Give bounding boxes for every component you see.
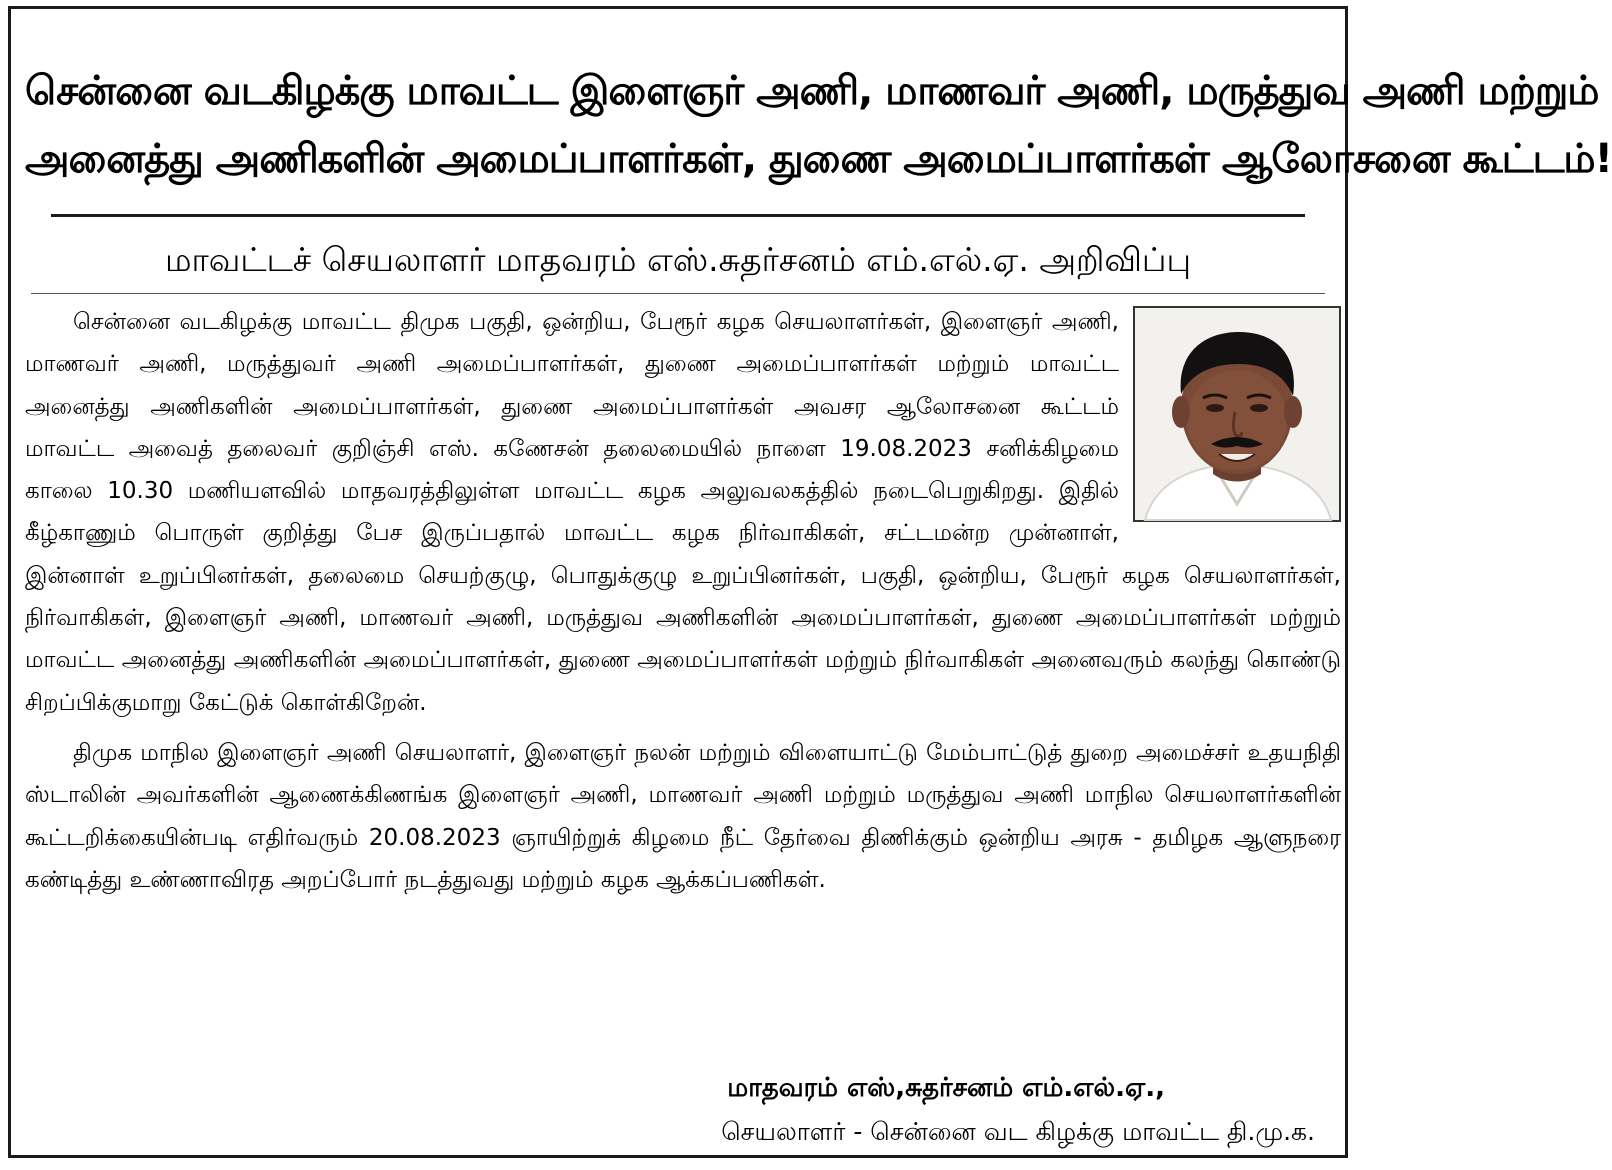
signatory-role: செயலாளர் - சென்னை வட கிழக்கு மாவட்ட தி.மு.க. [721,1117,1315,1146]
headline-line-1: சென்னை வடகிழக்கு மாவட்ட இளைஞர் அணி, மாணவர் அணி, மருத்துவ அணி மற்றும் [25,68,1599,114]
headline [25,57,1612,197]
person-photo [1133,306,1341,522]
signature-block [415,1067,1315,1155]
paragraph-1: சென்னை வடகிழக்கு மாவட்ட திமுக பகுதி, ஒன்றிய, பேரூர் கழக செயலாளர்கள், இளைஞர் அணி, மாணவர் அணி, மருத்துவர் அணி அமைப்பாளர்கள், துணை அமைப்பாளர்கள் மற்றும் மாவட்ட அனைத்து அணிகளின் அமைப்பாளர்கள், துணை அமைப்பாளர்கள் அவசர ஆலோசனை கூட்டம் மாவட்ட அவைத் தலைவர் குறிஞ்சி எஸ். கணேசன் தலைமையில் நாளை 19.08.2023 சனிக்கிழமை காலை 10.30 மணியளவில் மாதவரத்திலுள்ள மாவட்ட கழக அலுவலகத்தில் நடைபெறுகிறது. இதில் கீழ்காணும் பொருள் குறித்து பேச இருப்பதால் மாவட்ட கழக நிர்வாகிகள், சட்டமன்ற முன்னாள், இன்னாள் உறுப்பினர்கள், தலைமை செயற்குழு, பொதுக்குழு உறுப்பினர்கள், பகுதி, ஒன்றிய, பேரூர் கழக செயலாளர்கள், நிர்வாகிகள், இளைஞர் அணி, மாணவர் அணி, மருத்துவ அணிகளின் அமைப்பாளர்கள், துணை அமைப்பாளர்கள் மற்றும் மாவட்ட அனைத்து அணிகளின் அமைப்பாளர்கள், துணை அமைப்பாளர்கள் மற்றும் நிர்வாகிகள் அனைவரும் கலந்து கொண்டு சிறப்பிக்குமாறு கேட்டுக் கொள்கிறேன். [25,309,1341,716]
headline-line-2: அனைத்து அணிகளின் அமைப்பாளர்கள், துணை அமைப்பாளர்கள் ஆலோசனை கூட்டம்! [25,136,1612,182]
portrait-image [1135,308,1339,520]
signatory-name: மாதவரம் எஸ்,சுதர்சனம் எம்.எல்.ஏ., [727,1073,1165,1103]
subheading-divider [31,293,1325,294]
paragraph-2: திமுக மாநில இளைஞர் அணி செயலாளர், இளைஞர் நலன் மற்றும் விளையாட்டு மேம்பாட்டுத் துறை அமைச்சர் உதயநிதி ஸ்டாலின் அவர்களின் ஆணைக்கிணங்க இளைஞர் அணி, மாணவர் அணி மற்றும் மருத்துவ அணி மாநில செயலாளர்களின் கூட்டறிக்கையின்படி எதிர்வரும் 20.08.2023 ஞாயிற்றுக் கிழமை நீட் தேர்வை திணிக்கும் ஒன்றிய அரசு - தமிழக ஆளுநரை கண்டித்து உண்ணாவிரத அறப்போர் நடத்துவது மற்றும் கழக ஆக்கப்பணிகள். [25,739,1341,893]
headline-divider [51,214,1305,217]
announcement-frame [8,6,1612,1158]
subheading: மாவட்டச் செயலாளர் மாதவரம் எஸ்.சுதர்சனம் எம்.எல்.ஏ. அறிவிப்பு [164,240,1192,279]
announcement-body [25,301,1341,901]
